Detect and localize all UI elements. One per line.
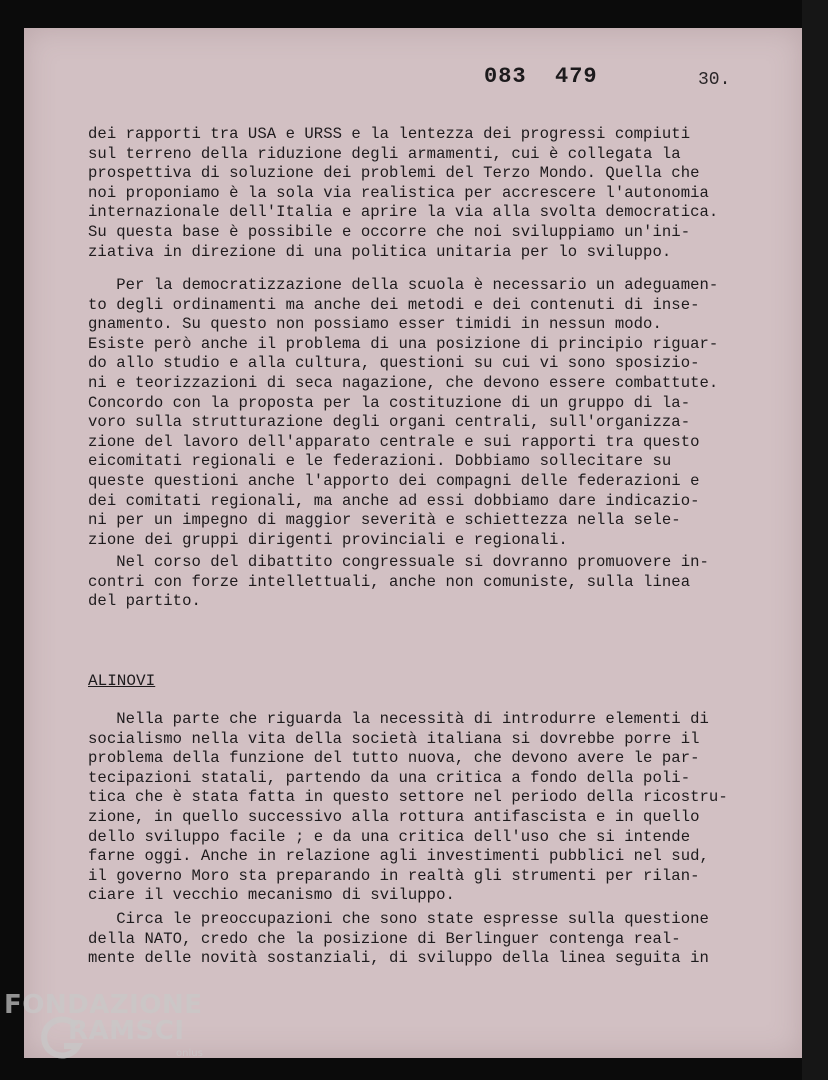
text-line: sul terreno della riduzione degli armamenti, cui è collegata la bbox=[88, 144, 681, 163]
speaker-heading: ALINOVI bbox=[88, 672, 156, 690]
text-line: Su questa base è possibile e occorre che noi sviluppiamo un'ini- bbox=[88, 222, 691, 241]
text-line: dello sviluppo facile ; e da una critica dell'uso che si intende bbox=[88, 827, 691, 846]
text-line: socialismo nella vita della società italiana si dovrebbe porre il bbox=[88, 729, 700, 748]
fondazione-gramsci-watermark bbox=[4, 990, 203, 1059]
text-line: zione, in quello successivo alla rottura antifascista e in quello bbox=[88, 807, 700, 826]
text-line: internazionale dell'Italia e aprire la via alla svolta democratica. bbox=[88, 203, 719, 222]
text-line: il governo Moro sta preparando in realtà gli strumenti per rilan- bbox=[88, 866, 700, 885]
text-line: ni e teorizzazioni di seca nagazione, che devono essere combattute. bbox=[88, 373, 719, 392]
paragraph-2 bbox=[88, 276, 748, 550]
text-line: tica che è stata fatta in questo settore nel periodo della ricostru- bbox=[88, 788, 728, 807]
watermark-line1: FONDAZIONE bbox=[4, 990, 203, 1020]
text-line: mente delle novità sostanziali, di sviluppo della linea seguita in bbox=[88, 949, 709, 968]
text-line: do allo studio e alla cultura, questioni su cui vi sono sposizio- bbox=[88, 354, 700, 373]
text-line: ni per un impegno di maggior severità e schiettezza nella sele- bbox=[88, 511, 681, 530]
text-line: voro sulla strutturazione degli organi centrali, sull'organizza- bbox=[88, 413, 691, 432]
paragraph-5 bbox=[88, 910, 748, 969]
text-line: noi proponiamo è la sola via realistica per accrescere l'autonomia bbox=[88, 183, 709, 202]
text-line: contri con forze intellettuali, anche non comuniste, sulla linea bbox=[88, 572, 691, 591]
text-line: Nel corso del dibattito congressuale si dovranno promuovere in- bbox=[88, 553, 709, 571]
text-line: problema della funzione del tutto nuova, che devono avere le par- bbox=[88, 749, 700, 768]
text-line: zione del lavoro dell'apparato centrale e sui rapporti tra questo bbox=[88, 432, 700, 451]
text-line: dei comitati regionali, ma anche ad essi dobbiamo dare indicazio- bbox=[88, 491, 700, 510]
scanner-edge bbox=[802, 0, 828, 1080]
text-line: della NATO, credo che la posizione di Berlinguer contenga real- bbox=[88, 929, 681, 948]
document-number: 083 479 bbox=[484, 64, 598, 89]
paragraph-4 bbox=[88, 710, 748, 906]
text-line: dei rapporti tra USA e URSS e la lentezza dei progressi compiuti bbox=[88, 125, 691, 143]
text-line: Nella parte che riguarda la necessità di introdurre elementi di bbox=[88, 710, 709, 728]
text-line: Per la democratizzazione della scuola è necessario un adeguamen- bbox=[88, 276, 719, 294]
text-line: ziativa in direzione di una politica unitaria per lo sviluppo. bbox=[88, 242, 672, 261]
text-line: eicomitati regionali e le federazioni. Dobbiamo sollecitare su bbox=[88, 452, 672, 471]
text-line: farne oggi. Anche in relazione agli investimenti pubblici nel sud, bbox=[88, 847, 709, 866]
text-line: ciare il vecchio mecanismo di sviluppo. bbox=[88, 886, 455, 905]
text-line: zione dei gruppi dirigenti provinciali e regionali. bbox=[88, 530, 568, 549]
text-line: prospettiva di soluzione dei problemi del Terzo Mondo. Quella che bbox=[88, 164, 700, 183]
text-line: del partito. bbox=[88, 592, 201, 611]
paragraph-3 bbox=[88, 553, 748, 612]
text-line: Circa le preoccupazioni che sono state espresse sulla questione bbox=[88, 910, 709, 928]
watermark-line2: RAMSCI bbox=[68, 1016, 185, 1046]
text-line: Esiste però anche il problema di una posizione di principio riguar- bbox=[88, 334, 719, 353]
text-line: gnamento. Su questo non possiamo esser timidi in nessun modo. bbox=[88, 315, 662, 334]
text-line: queste questioni anche l'apporto dei compagni delle federazioni e bbox=[88, 471, 700, 490]
watermark-line3: onlus bbox=[176, 1048, 203, 1059]
text-line: Concordo con la proposta per la costituzione di un gruppo di la- bbox=[88, 393, 691, 412]
text-line: tecipazioni statali, partendo da una critica a fondo della poli- bbox=[88, 768, 691, 787]
text-line: to degli ordinamenti ma anche dei metodi e dei contenuti di inse- bbox=[88, 295, 700, 314]
page-number: 30. bbox=[698, 70, 731, 90]
paragraph-1 bbox=[88, 125, 748, 262]
